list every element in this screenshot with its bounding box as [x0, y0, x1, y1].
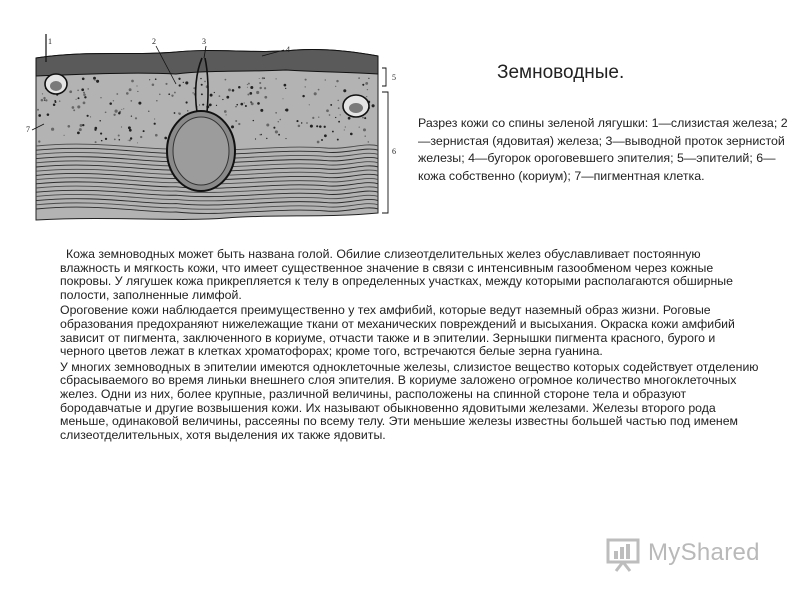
texture-dot — [201, 84, 203, 86]
texture-dot — [275, 78, 276, 79]
texture-dot — [362, 117, 364, 119]
texture-dot — [240, 103, 243, 106]
texture-dot — [59, 100, 61, 102]
texture-dot — [137, 142, 138, 143]
texture-dot — [82, 77, 85, 80]
texture-dot — [266, 138, 267, 139]
texture-dot — [77, 132, 80, 135]
texture-dot — [264, 96, 267, 99]
texture-dot — [51, 128, 54, 131]
texture-dot — [345, 126, 346, 127]
texture-dot — [130, 100, 132, 102]
texture-dot — [78, 97, 80, 99]
texture-dot — [165, 83, 167, 85]
texture-dot — [365, 82, 368, 85]
texture-dot — [235, 120, 237, 122]
texture-dot — [185, 81, 188, 84]
texture-dot — [257, 102, 260, 105]
texture-dot — [209, 104, 212, 107]
texture-dot — [224, 110, 227, 113]
texture-dot — [309, 104, 310, 105]
texture-dot — [247, 87, 248, 88]
texture-dot — [129, 129, 132, 132]
texture-dot — [96, 80, 99, 83]
texture-dot — [210, 94, 213, 97]
texture-dot — [84, 96, 86, 98]
myshared-logo[interactable] — [604, 536, 774, 572]
texture-dot — [359, 126, 360, 127]
texture-dot — [228, 88, 231, 91]
texture-dot — [316, 125, 318, 127]
texture-dot — [128, 126, 131, 129]
texture-dot — [131, 80, 134, 83]
texture-dot — [72, 106, 75, 109]
texture-dot — [183, 82, 184, 83]
texture-dot — [285, 88, 286, 89]
texture-dot — [238, 123, 240, 125]
texture-dot — [82, 124, 84, 126]
texture-dot — [247, 94, 249, 96]
texture-dot — [126, 92, 129, 95]
texture-dot — [38, 140, 40, 142]
texture-dot — [178, 112, 180, 114]
texture-dot — [329, 114, 331, 116]
texture-dot — [45, 99, 47, 101]
texture-dot — [214, 92, 215, 93]
paragraph: Кожа земноводных может быть названа голой. Обилие слизеотделительных желез обуславливает постоянную влажность и мягкость кожи, что имеет существенное значение в связи с интенсивным газообменом через кожные покровы. У лягушек кожа прикрепляется к телу в определенных участках, между которыми располагаются обширные полости, заполненные лимфой. — [60, 247, 733, 302]
texture-dot — [164, 137, 167, 140]
texture-dot — [340, 114, 341, 115]
texture-dot — [366, 96, 367, 97]
texture-dot — [368, 141, 370, 143]
texture-dot — [332, 131, 334, 133]
texture-dot — [225, 79, 227, 81]
texture-dot — [247, 84, 248, 85]
texture-dot — [259, 134, 260, 135]
granular-gland — [167, 111, 235, 191]
texture-dot — [79, 128, 82, 131]
texture-dot — [64, 135, 65, 136]
texture-dot — [105, 138, 107, 140]
texture-dot — [129, 139, 131, 141]
texture-dot — [94, 80, 95, 81]
skin-section-drawing — [26, 28, 414, 238]
texture-dot — [94, 127, 97, 130]
label-5: 5 — [392, 73, 396, 82]
texture-dot — [363, 128, 366, 131]
texture-dot — [38, 114, 41, 117]
texture-dot — [174, 112, 176, 114]
texture-dot — [235, 106, 236, 107]
texture-dot — [318, 89, 320, 91]
texture-dot — [119, 139, 121, 141]
texture-dot — [140, 136, 142, 138]
texture-dot — [130, 137, 132, 139]
texture-dot — [174, 92, 176, 94]
skin-section-figure — [26, 28, 414, 238]
texture-dot — [285, 138, 286, 139]
texture-dot — [348, 117, 351, 120]
texture-dot — [90, 116, 91, 117]
texture-dot — [358, 77, 360, 79]
texture-dot — [226, 96, 229, 99]
texture-dot — [202, 104, 204, 106]
texture-dot — [171, 94, 173, 96]
texture-dot — [200, 78, 201, 79]
texture-dot — [255, 138, 256, 139]
texture-dot — [152, 84, 155, 87]
texture-dot — [100, 133, 102, 135]
texture-dot — [245, 105, 247, 107]
texture-dot — [338, 121, 340, 123]
texture-dot — [372, 104, 375, 107]
texture-dot — [131, 115, 132, 116]
texture-dot — [343, 89, 346, 92]
texture-dot — [138, 102, 141, 105]
texture-dot — [135, 117, 137, 119]
texture-dot — [312, 117, 314, 119]
texture-dot — [238, 86, 241, 89]
label-7: 7 — [26, 125, 30, 134]
texture-dot — [41, 99, 44, 102]
texture-dot — [83, 102, 86, 105]
texture-dot — [275, 130, 278, 133]
texture-dot — [216, 105, 217, 106]
texture-dot — [136, 85, 137, 86]
texture-dot — [159, 94, 161, 96]
texture-dot — [330, 104, 332, 106]
texture-dot — [324, 126, 326, 128]
texture-dot — [113, 114, 115, 116]
texture-dot — [249, 92, 252, 95]
texture-dot — [244, 102, 245, 103]
texture-dot — [259, 87, 261, 89]
texture-dot — [123, 108, 124, 109]
texture-dot — [321, 139, 323, 141]
texture-dot — [266, 123, 269, 126]
mucous-gland-right — [343, 95, 369, 117]
texture-dot — [253, 120, 254, 121]
texture-dot — [168, 93, 170, 95]
texture-dot — [280, 119, 282, 121]
texture-dot — [262, 77, 264, 79]
texture-dot — [285, 108, 288, 111]
texture-dot — [364, 117, 366, 119]
texture-dot — [350, 133, 353, 136]
label-4: 4 — [286, 45, 290, 54]
texture-dot — [259, 78, 260, 79]
texture-dot — [201, 93, 203, 95]
texture-dot — [37, 109, 39, 111]
texture-dot — [192, 92, 194, 94]
texture-dot — [278, 121, 279, 122]
texture-dot — [296, 120, 298, 122]
body-text — [60, 248, 760, 444]
texture-dot — [362, 84, 364, 86]
texture-dot — [219, 95, 221, 97]
texture-dot — [273, 127, 275, 129]
page-title: Земноводные. — [497, 62, 625, 83]
texture-dot — [319, 125, 322, 128]
texture-dot — [105, 111, 107, 113]
texture-dot — [116, 93, 118, 95]
texture-dot — [113, 100, 114, 101]
texture-dot — [77, 105, 80, 108]
logo-text: MyShared — [648, 539, 760, 566]
texture-dot — [73, 109, 75, 111]
texture-dot — [248, 83, 250, 85]
texture-dot — [101, 140, 103, 142]
texture-dot — [118, 134, 120, 136]
texture-dot — [83, 92, 85, 94]
texture-dot — [336, 80, 338, 82]
texture-dot — [109, 102, 112, 105]
label-1: 1 — [48, 37, 52, 46]
label-2: 2 — [152, 37, 156, 46]
texture-dot — [99, 120, 101, 122]
label-3: 3 — [202, 37, 206, 46]
texture-dot — [337, 100, 339, 102]
texture-dot — [282, 98, 283, 99]
texture-dot — [129, 88, 132, 91]
texture-dot — [317, 141, 320, 144]
texture-dot — [367, 89, 368, 90]
texture-dot — [337, 139, 339, 141]
texture-dot — [69, 90, 72, 93]
texture-dot — [368, 78, 369, 79]
texture-dot — [87, 115, 89, 117]
texture-dot — [250, 86, 253, 89]
texture-dot — [264, 87, 266, 89]
paragraph: Ороговение кожи наблюдается преимущественно у тех амфибий, которые ведут наземный образ жизни. Роговые образования предохраняют нижележащие ткани от механических повреждений и высыхания. Окраска кожи амфибий зависит от пигмента, заключенного в кориуме, отчасти также и в эпителии. Зернышки пигмента красного, бурого и черного цветов лежат в клетках хроматофорах; кроме того, встречаются белые зерна гуанина. — [60, 303, 735, 359]
figure-caption: Разрез кожи со спины зеленой лягушки: 1—слизистая железа; 2—зернистая (ядовитая) железа; 3—выводной проток зернистой железы; 4—бугорок ороговевшего эпителия; 5—эпителий; 6—кожа собственно (кориум); 7—пигментная клетка. — [418, 116, 788, 183]
paragraph: У многих земноводных в эпителии имеются одноклеточные железы, слизистое вещество которых содействует отделению сбрасываемого во время линьки внешнего слоя эпителия. В кориуме заложено огромное количество многоклеточных желез. Одни из них, более крупные, различной величины, расположены на спинной стороне тела и образуют бородавчатые и другие возвышения кожи. Их называют обыкновенно ядовитыми железами. Железы второго рода меньше, одинаковой величины, рассеяны по всему телу. Эти меньшие железы известны большей частью под именем слизеотделительных, хотя выделения их также ядовиты. — [60, 359, 759, 442]
mucous-gland-left — [45, 74, 67, 94]
texture-dot — [251, 102, 254, 105]
texture-dot — [231, 125, 234, 128]
texture-dot — [314, 92, 317, 95]
texture-dot — [284, 84, 287, 87]
texture-dot — [305, 86, 306, 87]
texture-dot — [93, 77, 96, 80]
texture-dot — [156, 100, 157, 101]
texture-dot — [67, 125, 70, 128]
texture-dot — [154, 118, 155, 119]
texture-dot — [121, 109, 122, 110]
texture-dot — [95, 141, 97, 143]
texture-dot — [310, 125, 313, 128]
texture-dot — [179, 84, 181, 86]
texture-dot — [236, 104, 238, 106]
texture-dot — [275, 112, 276, 113]
texture-dot — [259, 82, 261, 84]
texture-dot — [118, 112, 120, 114]
texture-dot — [128, 140, 129, 141]
texture-dot — [326, 109, 329, 112]
texture-dot — [305, 79, 307, 81]
texture-dot — [199, 104, 200, 105]
texture-dot — [338, 107, 340, 109]
texture-dot — [137, 91, 138, 92]
texture-dot — [80, 124, 83, 127]
texture-dot — [54, 100, 56, 102]
texture-dot — [43, 97, 45, 99]
texture-dot — [204, 81, 206, 83]
texture-dot — [53, 104, 56, 107]
texture-dot — [44, 99, 45, 100]
texture-dot — [318, 117, 319, 118]
texture-dot — [325, 79, 326, 80]
texture-dot — [344, 129, 345, 130]
texture-dot — [121, 126, 122, 127]
texture-dot — [42, 93, 43, 94]
texture-dot — [302, 95, 304, 97]
texture-dot — [256, 91, 259, 94]
texture-dot — [154, 123, 156, 125]
texture-dot — [260, 109, 263, 112]
texture-dot — [77, 89, 79, 91]
texture-dot — [155, 134, 158, 137]
texture-dot — [187, 110, 188, 111]
texture-dot — [81, 88, 84, 91]
texture-dot — [100, 97, 101, 98]
texture-dot — [324, 134, 327, 137]
texture-dot — [306, 122, 307, 123]
texture-dot — [301, 122, 302, 123]
texture-dot — [148, 111, 149, 112]
texture-dot — [186, 101, 188, 103]
texture-dot — [364, 135, 366, 137]
texture-dot — [232, 89, 235, 92]
texture-dot — [335, 86, 336, 87]
texture-dot — [149, 79, 150, 80]
texture-dot — [143, 130, 145, 132]
texture-dot — [75, 99, 76, 100]
texture-dot — [87, 88, 89, 90]
texture-dot — [115, 110, 118, 113]
texture-dot — [155, 78, 157, 80]
texture-dot — [278, 134, 280, 136]
label-6: 6 — [392, 147, 396, 156]
texture-dot — [114, 139, 116, 141]
texture-dot — [298, 125, 301, 128]
texture-dot — [225, 114, 226, 115]
texture-dot — [335, 117, 336, 118]
texture-dot — [178, 78, 180, 80]
texture-dot — [222, 99, 223, 100]
texture-dot — [83, 94, 86, 97]
projector-screen-icon — [604, 536, 642, 572]
texture-dot — [47, 113, 50, 116]
